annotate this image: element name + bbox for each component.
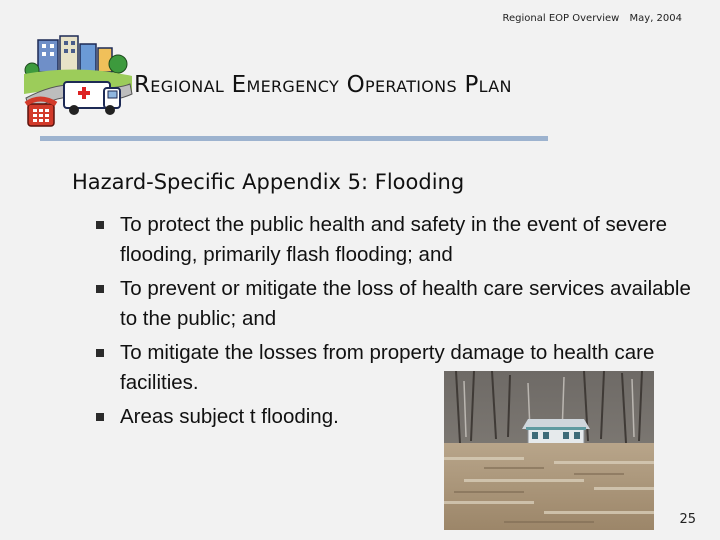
header-date: May, 2004 [629, 13, 682, 24]
bullet-text: Areas subject t flooding. [120, 405, 339, 428]
flooded-house-photo [444, 371, 654, 530]
square-bullet-icon [96, 413, 104, 421]
page-number: 25 [679, 512, 696, 527]
header-doc-title: Regional EOP Overview [502, 13, 620, 24]
square-bullet-icon [96, 285, 104, 293]
slide-title: Regional Emergency Operations Plan [134, 72, 512, 98]
slide-subtitle: Hazard-Specific Appendix 5: Flooding [72, 170, 465, 194]
title-divider [40, 136, 548, 141]
bullet-text: To prevent or mitigate the loss of health care services available to the public; and [120, 277, 691, 330]
square-bullet-icon [96, 221, 104, 229]
emergency-clipart-icon [20, 34, 138, 134]
bullet-item [96, 274, 708, 333]
bullet-text: To mitigate the losses from property damage to health care facilities. [120, 341, 655, 394]
bullet-item [96, 210, 708, 269]
header-note [503, 13, 682, 24]
square-bullet-icon [96, 349, 104, 357]
bullet-text: To protect the public health and safety in the event of severe flooding, primarily flash flooding; and [120, 213, 668, 266]
